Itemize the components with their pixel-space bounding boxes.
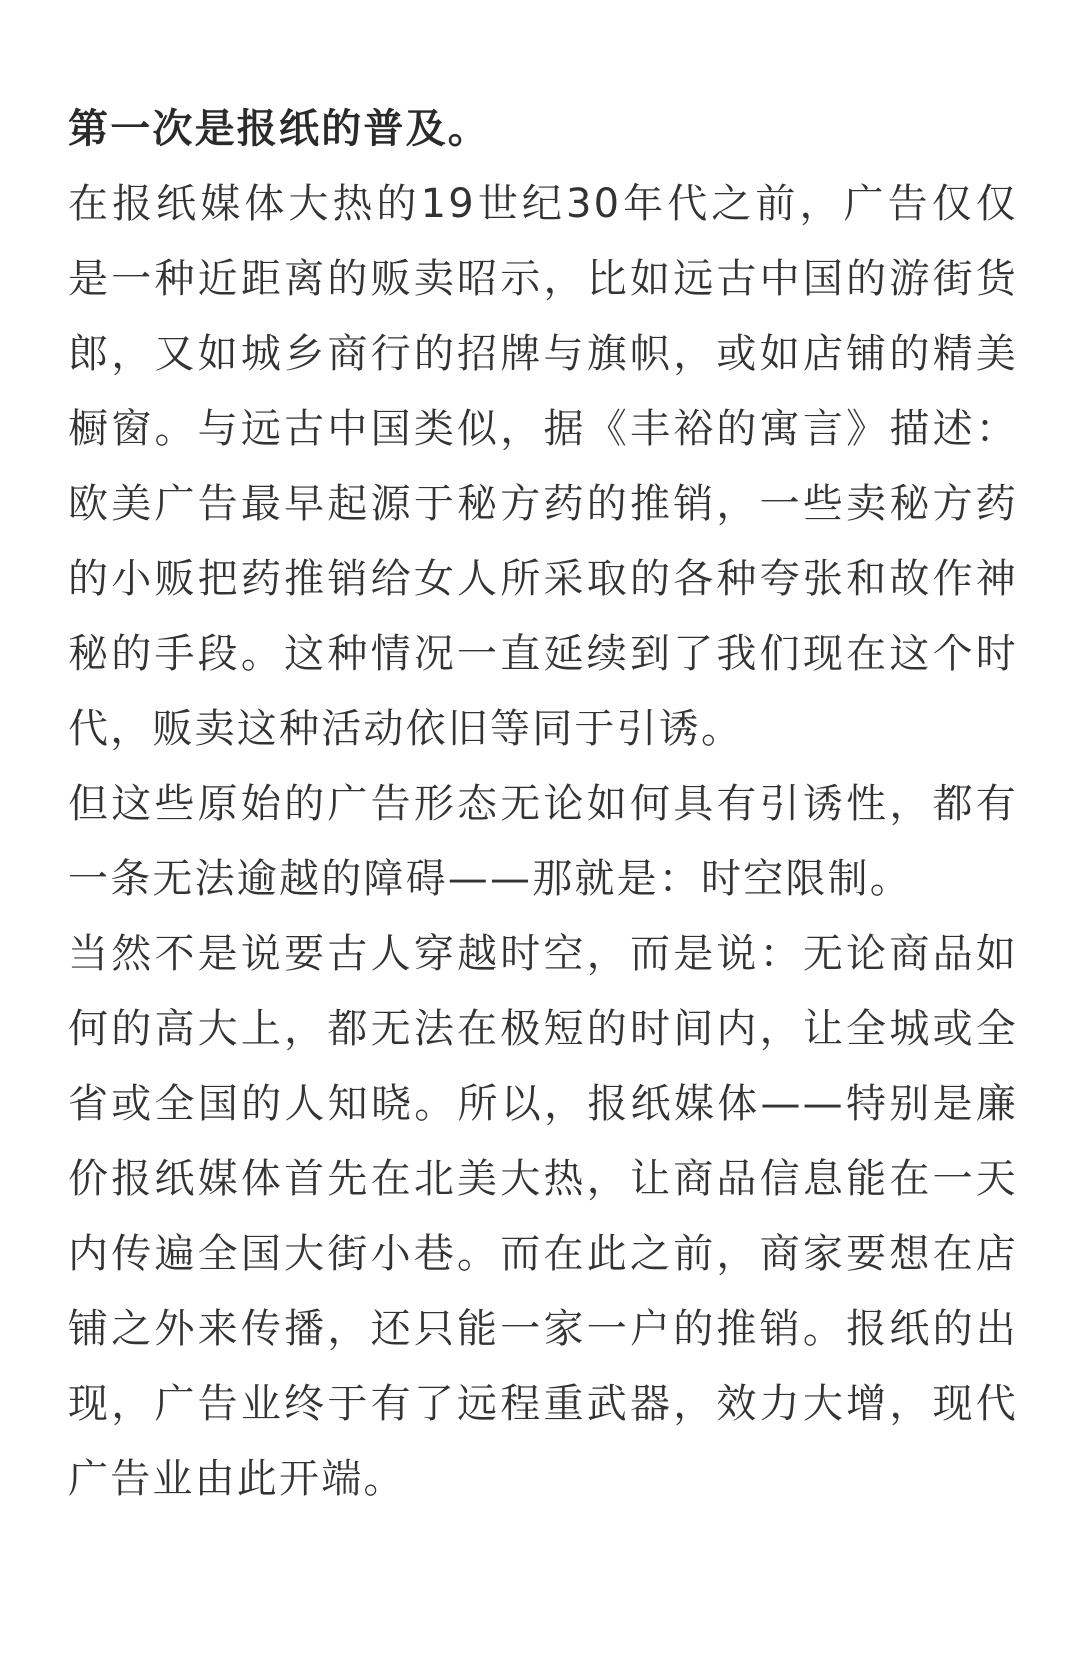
- paragraph-3: 当然不是说要古人穿越时空，而是说：无论商品如何的高大上，都无法在极短的时间内，让全城或全省或全国的人知晓。所以，报纸媒体——特别是廉价报纸媒体首先在北美大热，让商品信息能在一天内传遍全国大街小巷。而在此之前，商家要想在店铺之外来传播，还只能一家一户的推销。报纸的出现，广告业终于有了远程重武器，效力大增，现代广告业由此开端。: [68, 931, 1018, 1502]
- article-body: [68, 92, 1018, 1517]
- paragraph-2: 但这些原始的广告形态无论如何具有引诱性，都有一条无法逾越的障碍——那就是：时空限制。: [68, 781, 1018, 902]
- paragraph-1: 在报纸媒体大热的19世纪30年代之前，广告仅仅是一种近距离的贩卖昭示，比如远古中国的游街货郎，又如城乡商行的招牌与旗帜，或如店铺的精美橱窗。与远古中国类似，据《丰裕的寓言》描述：欧美广告最早起源于秘方药的推销，一些卖秘方药的小贩把药推销给女人所采取的各种夸张和故作神秘的手段。这种情况一直延续到了我们现在这个时代，贩卖这种活动依旧等同于引诱。: [68, 181, 1018, 752]
- section-heading: 第一次是报纸的普及。: [68, 106, 490, 152]
